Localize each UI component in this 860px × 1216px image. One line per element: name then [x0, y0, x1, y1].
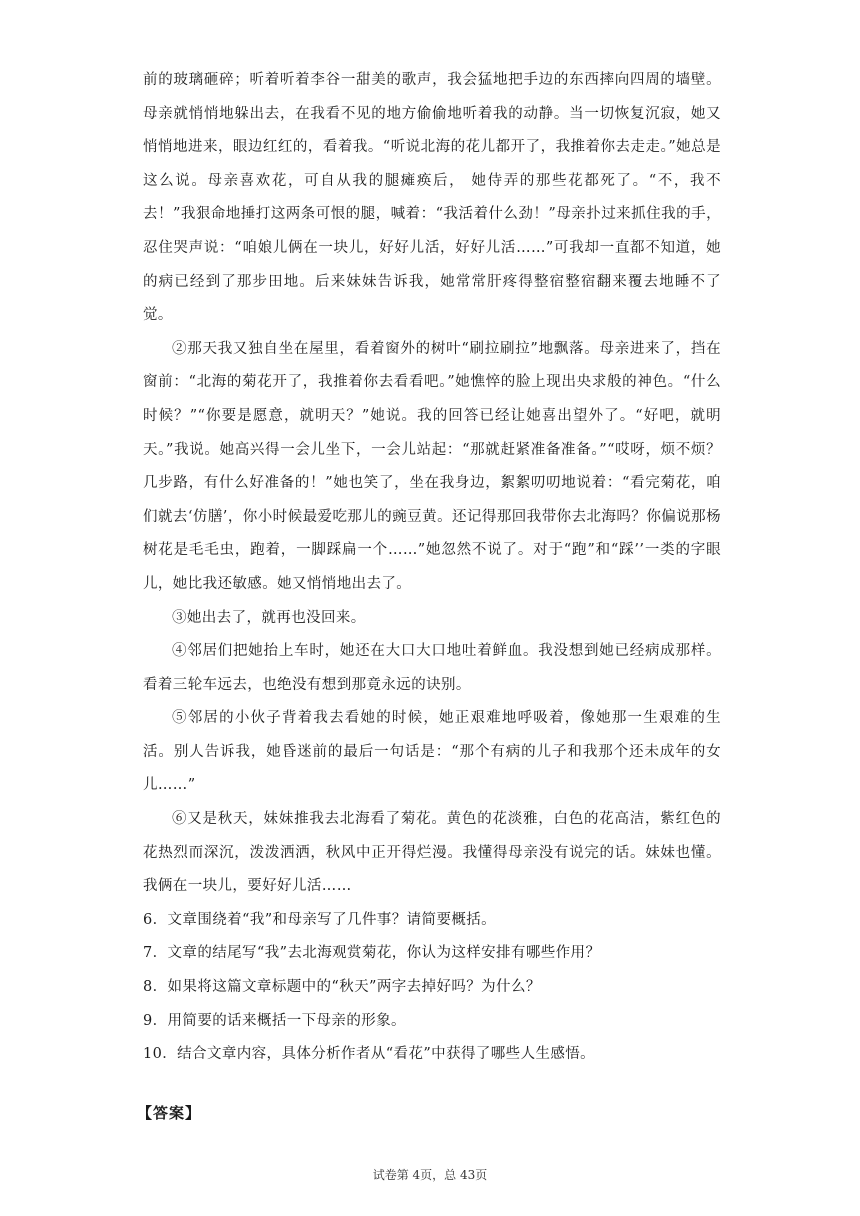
page-footer: 试卷第 4页，总 43页 [372, 1168, 488, 1182]
question-list [143, 904, 721, 1072]
paragraph-3: ③她出去了，就再也没回来。 [172, 609, 366, 626]
question-8: 8．如果将这篇文章标题中的“秋天”两字去掉好吗？为什么？ [143, 979, 541, 996]
answer-heading: 【答案】 [137, 1104, 202, 1122]
paragraph-5: ⑤邻居的小伙子背着我去看她的时候，她正艰难地呼吸着，像她那一生艰难的生活。别人告诉我，她昏迷前的最后一句话是：“那个有病的儿子和我那个还未成年的女儿……” [143, 710, 721, 794]
question-10: 10．结合文章内容，具体分析作者从“看花”中获得了哪些人生感悟。 [143, 1046, 596, 1063]
paragraph-1: 前的玻璃砸碎；听着听着李谷一甜美的歌声，我会猛地把手边的东西摔向四周的墙壁。母亲就悄悄地躲出去，在我看不见的地方偷偷地听着我的动静。当一切恢复沉寂，她又悄悄地进来，眼边红红的，看着我。“听说北海的花儿都开了，我推着你去走走。”她总是这么说。母亲喜欢花，可自从我的腿瘫痪后， 她侍弄的那些花都死了。“不，我不去！”我狠命地捶打这两条可恨的腿，喊着：“我活着什么劲！”母亲扑过来抓住我的手，忍住哭声说：“咱娘儿俩在一块儿，好好儿活，好好儿活……”可我却一直都不知道，她的病已经到了那步田地。后来妹妹告诉我，她常常肝疼得整宿整宿翻来覆去地睡不了觉。 [143, 72, 721, 324]
paragraph-2: ②那天我又独自坐在屋里，看着窗外的树叶“刷拉刷拉”地飘落。母亲进来了，挡在窗前：“北海的菊花开了，我推着你去看看吧。”她憔悴的脸上现出央求般的神色。“什么时候？”“你要是愿意，就明天？”她说。我的回答已经让她喜出望外了。“好吧，就明天。”我说。她高兴得一会儿坐下，一会儿站起：“那就赶紧准备准备。”“哎呀，烦不烦？几步路，有什么好准备的！”她也笑了，坐在我身边，絮絮叨叨地说着：“看完菊花，咱们就去‘仿膳’，你小时候最爱吃那儿的豌豆黄。还记得那回我带你去北海吗？你偏说那杨树花是毛毛虫，跑着，一脚踩扁一个……”她忽然不说了。对于“跑”和“踩’’一类的字眼儿，她比我还敏感。她又悄悄地出去了。 [143, 340, 721, 592]
question-6: 6．文章围绕着“我”和母亲写了几件事？请简要概括。 [143, 911, 497, 928]
paragraph-4: ④邻居们把她抬上车时，她还在大口大口地吐着鲜血。我没想到她已经病成那样。看着三轮车远去，也绝没有想到那竟永远的诀别。 [143, 643, 721, 693]
question-9: 9．用简要的话来概括一下母亲的形象。 [143, 1012, 406, 1029]
paragraph-6: ⑥又是秋天，妹妹推我去北海看了菊花。黄色的花淡雅，白色的花高洁，紫红色的花热烈而深沉，泼泼洒洒，秋风中正开得烂漫。我懂得母亲没有说完的话。妹妹也懂。我俩在一块儿，要好好儿活…… [143, 811, 721, 895]
question-7: 7．文章的结尾写“我”去北海观赏菊花，你认为这样安排有哪些作用？ [143, 945, 601, 962]
reading-passage [143, 64, 721, 1072]
